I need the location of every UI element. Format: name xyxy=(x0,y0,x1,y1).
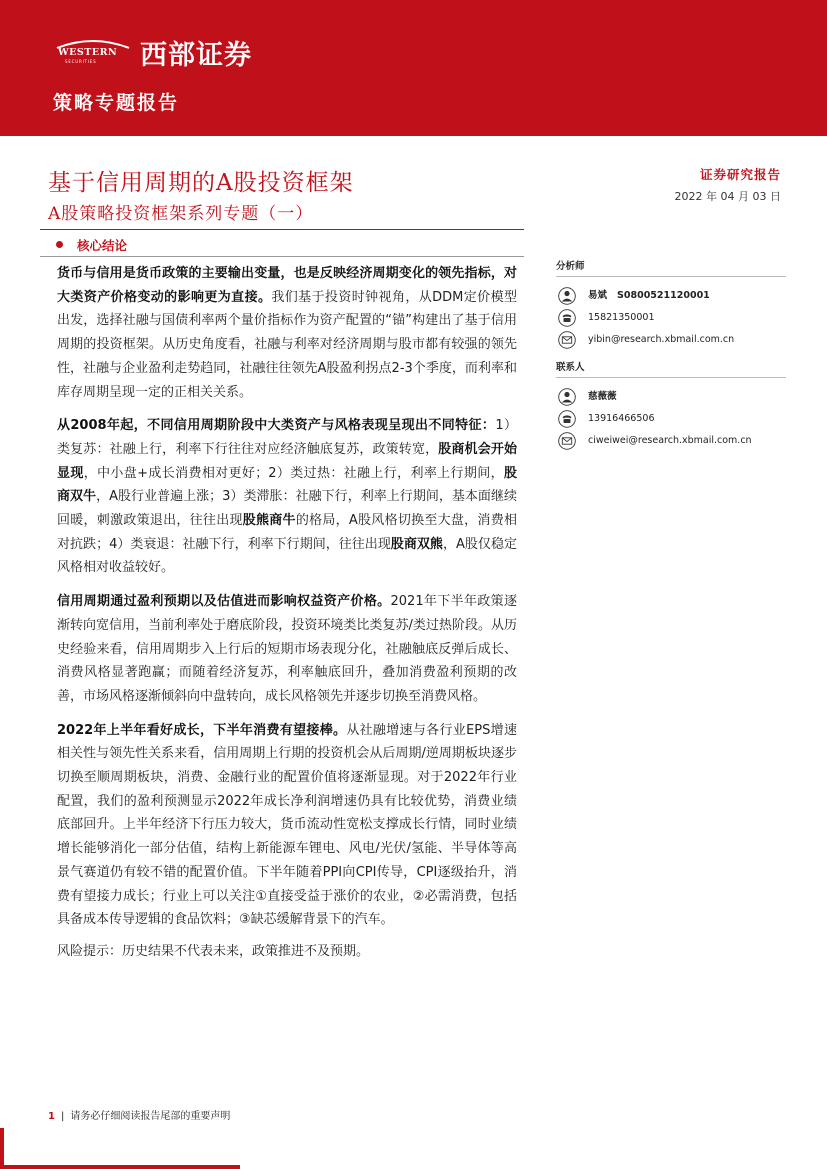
contact-phone: 13916466506 xyxy=(588,413,655,424)
highlight-text: 股商双牛 xyxy=(57,465,517,505)
person-icon xyxy=(558,388,576,406)
contact-phone-row xyxy=(556,408,786,430)
highlight-text: 股商双熊 xyxy=(390,536,443,552)
paragraph-lead: 从2008年起，不同信用周期阶段中大类资产与风格表现呈现出不同特征： xyxy=(57,418,496,434)
contact-name: 慈薇薇 xyxy=(588,391,617,402)
risk-warning-text: 风险提示：历史结果不代表未来，政策推进不及预期。 xyxy=(57,943,370,959)
footer-disclaimer: 请务必仔细阅读报告尾部的重要声明 xyxy=(70,1111,231,1122)
person-icon xyxy=(558,287,576,305)
email-icon xyxy=(558,331,576,349)
paragraph-4 xyxy=(57,719,517,932)
report-type: 证券研究报告 xyxy=(699,167,781,182)
company-name: 西部证券 xyxy=(140,40,252,71)
contact-heading: 联系人 xyxy=(556,357,786,378)
analyst-email-row xyxy=(556,329,786,351)
page-number: 1 xyxy=(48,1111,55,1122)
paragraph-3 xyxy=(57,590,517,709)
title-divider xyxy=(40,229,524,230)
paragraph-text: 的格局，A股风格切换至大盘，消费相对抗跌；4）类衰退：社融下行，利率下行期间，往往出现 xyxy=(57,513,517,552)
report-date: 2022 年 04 月 03 日 xyxy=(674,190,781,203)
paragraph-text: ，中小盘+成长消费相对更好；2）类过热：社融上行，利率上行期间， xyxy=(83,465,504,481)
bullet-icon xyxy=(56,241,63,248)
corner-accent-vertical xyxy=(0,1128,4,1169)
page-footer xyxy=(48,1107,230,1122)
paragraph-text: ，A股行业普遍上涨；3）类滞胀：社融下行，利率上行期间，基本面继续回暖，刺激政策退出，往往出现 xyxy=(57,489,517,529)
paragraph-2 xyxy=(57,414,517,580)
analyst-phone: 15821350001 xyxy=(588,312,655,323)
report-title: 基于信用周期的A股投资框架 xyxy=(48,170,354,196)
contact-email[interactable]: ciweiwei@research.xbmail.com.cn xyxy=(588,435,752,446)
paragraph-text: 我们基于投资时钟视角，从DDM定价模型出发，选择社融与国债利率两个量价指标作为资产配置的“锚”构建出了基于信用周期的投资框架。从历史角度看，社融与利率对经济周期与股市都有较强的领先性，社融与企业盈利走势趋同，社融往往领先A股盈利拐点2-3个季度，而利率和库存周期呈现一定的正相关关系。 xyxy=(57,289,517,400)
analyst-name: 易斌 xyxy=(588,290,608,301)
paragraph-lead: 信用周期通过盈利预期以及估值进而影响权益资产价格。 xyxy=(57,594,391,610)
paragraph-text: ，A股仅稳定风格相对收益较好。 xyxy=(57,536,517,576)
footer-separator: | xyxy=(60,1111,65,1122)
risk-warning xyxy=(57,940,517,964)
logo-wordmark: WESTERN xyxy=(58,47,118,58)
phone-icon xyxy=(558,309,576,327)
company-logo xyxy=(55,38,131,70)
paragraph-1 xyxy=(57,262,517,404)
analyst-sidebar xyxy=(556,256,786,452)
analyst-heading: 分析师 xyxy=(556,256,786,277)
analyst-certificate: S0800521120001 xyxy=(617,290,710,301)
phone-icon xyxy=(558,410,576,428)
contact-email-row xyxy=(556,430,786,452)
contact-name-row xyxy=(556,386,786,408)
core-conclusion-body xyxy=(57,262,517,974)
core-conclusion-heading: 核心结论 xyxy=(77,238,128,253)
report-subtitle: A股策略投资框架系列专题（一） xyxy=(48,204,314,224)
highlight-text: 股商机会开始显现 xyxy=(57,441,517,481)
paragraph-text: 2021年下半年政策逐渐转向宽信用，当前利率处于磨底阶段，投资环境类比类复苏/类过热阶段。从历史经验来看，信用周期步入上行后的短期市场表现分化，社融触底反弹后成长、消费风格显著跑赢；而随着经济复苏，利率触底回升，叠加消费盈利预期的改善，市场风格逐渐倾斜向中盘转向，成长风格领先并逐步切换至消费风格。 xyxy=(57,594,517,704)
report-section-title: 策略专题报告 xyxy=(53,92,180,114)
paragraph-lead: 2022年上半年看好成长，下半年消费有望接棒。 xyxy=(57,722,347,738)
heading-divider xyxy=(40,256,524,257)
highlight-text: 股熊商牛 xyxy=(242,513,296,529)
corner-accent-horizontal xyxy=(0,1165,240,1169)
analyst-name-row xyxy=(556,285,786,307)
paragraph-text: 1）类复苏：社融上行，利率下行往往对应经济触底复苏，政策转宽， xyxy=(57,418,517,457)
paragraph-lead: 货币与信用是货币政策的主要输出变量，也是反映经济周期变化的领先指标，对大类资产价格变动的影响更为直接。 xyxy=(57,266,517,305)
paragraph-text: 从社融增速与各行业EPS增速相关性与领先性关系来看，信用周期上行期的投资机会从后周期/逆周期板块逐步切换至顺周期板块，消费、金融行业的配置价值将逐渐显现。对于2022年行业配置，我们的盈利预测显示2022年成长净利润增速仍具有比较优势，消费业绩底部回升。上半年经济下行压力较大，货币流动性宽松支撑成长行情，同时业绩增长能够消化一部分估值，结构上新能源车锂电、风电/光伏/氢能、半导体等高景气赛道仍有较不错的配置价值。下半年随着PPI向CPI传导，CPI逐级抬升，消费有望接力成长；行业上可以关注①直接受益于涨价的农业，②必需消费，包括具备成本传导逻辑的食品饮料；③缺芯缓解背景下的汽车。 xyxy=(57,722,517,928)
header-banner xyxy=(0,0,827,136)
email-icon xyxy=(558,432,576,450)
analyst-email[interactable]: yibin@research.xbmail.com.cn xyxy=(588,334,735,345)
analyst-phone-row xyxy=(556,307,786,329)
logo-subtext: SECURITIES xyxy=(65,59,97,64)
